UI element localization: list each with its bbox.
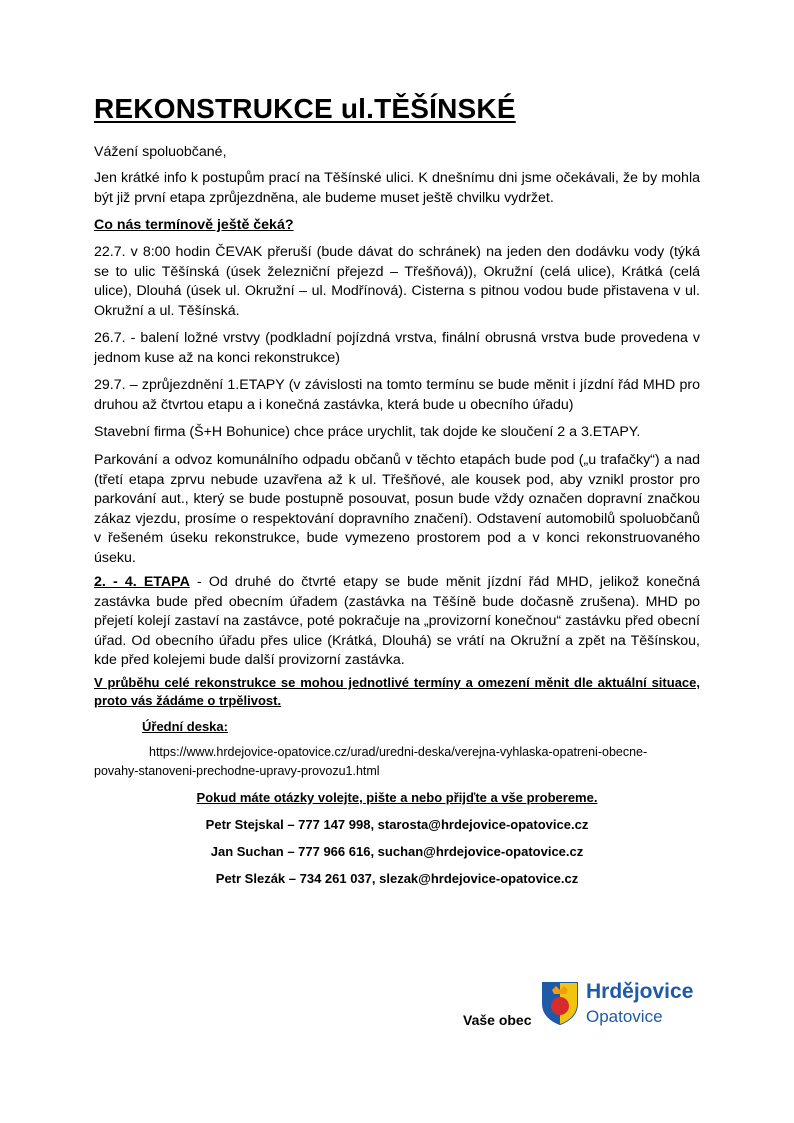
page-title: REKONSTRUKCE ul.TĚŠÍNSKÉ bbox=[94, 93, 516, 124]
contact-line-3: Petr Slezák – 734 261 037, slezak@hrdejovice-opatovice.cz bbox=[215, 871, 579, 886]
board-url-line-2[interactable]: povahy-stanoveni-prechodne-upravy-provozu1.html bbox=[94, 764, 380, 778]
etapa-paragraph bbox=[94, 573, 700, 671]
item-paving: 26.7. - balení ložné vrstvy (podkladní pojízdná vrstva, finální obrusná vrstva bude provedena v jednom kuse až na konci rekonstrukce) bbox=[94, 330, 700, 366]
section-heading: Co nás termínově ještě čeká? bbox=[94, 217, 294, 233]
item-water-outage: 22.7. v 8:00 hodin ČEVAK přeruší (bude dávat do schránek) na jeden den dodávku vody (týká se to ulic Těšínská (úsek železniční přejezd – Třešňová)), Okružní (celá ulice), Krátká (celá ulice), Dlouhá (úsek ul. Okružní – ul. Modřínová). Cisterna s pitnou vodou bude přistavena v ul. Okružní a ul. Těšínská. bbox=[94, 244, 700, 319]
municipal-coat-of-arms-icon bbox=[540, 980, 580, 1025]
greeting: Vážení spoluobčané, bbox=[94, 144, 227, 160]
intro-paragraph: Jen krátké info k postupům prací na Těšínské ulici. K dnešnímu dni jsme očekávali, že by mohla být již první etapa zprůjezdněna, ale budeme muset ještě chvilku vydržet. bbox=[94, 170, 700, 206]
contact-heading: Pokud máte otázky volejte, pište a nebo přijďte a vše probereme. bbox=[196, 790, 598, 805]
contact-line-1: Petr Stejskal – 777 147 998, starosta@hrdejovice-opatovice.cz bbox=[205, 817, 589, 832]
item-parking: Parkování a odvoz komunálního odpadu občanů v těchto etapách bude pod („u trafačky“) a nad (třetí etapa zprvu nebude uzavřena až k ul. Třešňové, ale kousek pod, aby vznikl prostor pro parkování aut., který se bude postupně posouvat, posun bude vždy označen dopravní značkou zákaz vjezdu, prosíme o respektování dopravního značení). Odstavení automobilů spoluobčanů v řešeném úseku rekonstrukce, bude vymezeno prostorem pod a v konci rekonstruovaného úseku. bbox=[94, 452, 700, 566]
etapa-label: 2. - 4. ETAPA bbox=[94, 574, 190, 590]
contact-line-2: Jan Suchan – 777 966 616, suchan@hrdejovice-opatovice.cz bbox=[210, 844, 584, 859]
notice: V průběhu celé rekonstrukce se mohou jednotlivé termíny a omezení měnit dle aktuální situace, proto vás žádáme o trpělivost. bbox=[94, 675, 700, 708]
etapa-text: - Od druhé do čtvrté etapy se bude měnit jízdní řád MHD, jelikož konečná zastávka bude před obecním úřadem (zastávka na Těšíně bude dočasně zrušena). MHD po přejetí kolejí zastaví na zastávce, poté pokračuje na „provizorní konečnou“ zastávku před obecní úřad. Od obecního úřadu přes ulice (Krátká, Dlouhá) se vrátí na Okružní a zpět na Těšínskou, kde před kolejemi bude další provizorní zastávka. bbox=[94, 574, 701, 668]
logo-name: Hrdějovice bbox=[586, 980, 694, 1003]
board-url-line-1[interactable]: https://www.hrdejovice-opatovice.cz/urad/uredni-deska/verejna-vyhlaska-opatreni-obecne- bbox=[149, 745, 648, 759]
municipality-logo bbox=[540, 980, 710, 1030]
item-stage1: 29.7. – zprůjezdnění 1.ETAPY (v závislosti na tomto termínu se bude měnit i jízdní řád MHD pro druhou až čtvrtou etapu a i konečná zastávka, která bude u obecního úřadu) bbox=[94, 377, 700, 413]
board-label: Úřední deska: bbox=[142, 719, 228, 734]
logo-subname: Opatovice bbox=[586, 1007, 663, 1026]
footer-label: Vaše obec bbox=[463, 1012, 532, 1028]
item-construction-firm: Stavební firma (Š+H Bohunice) chce práce urychlit, tak dojde ke sloučení 2 a 3.ETAPY. bbox=[94, 424, 641, 440]
